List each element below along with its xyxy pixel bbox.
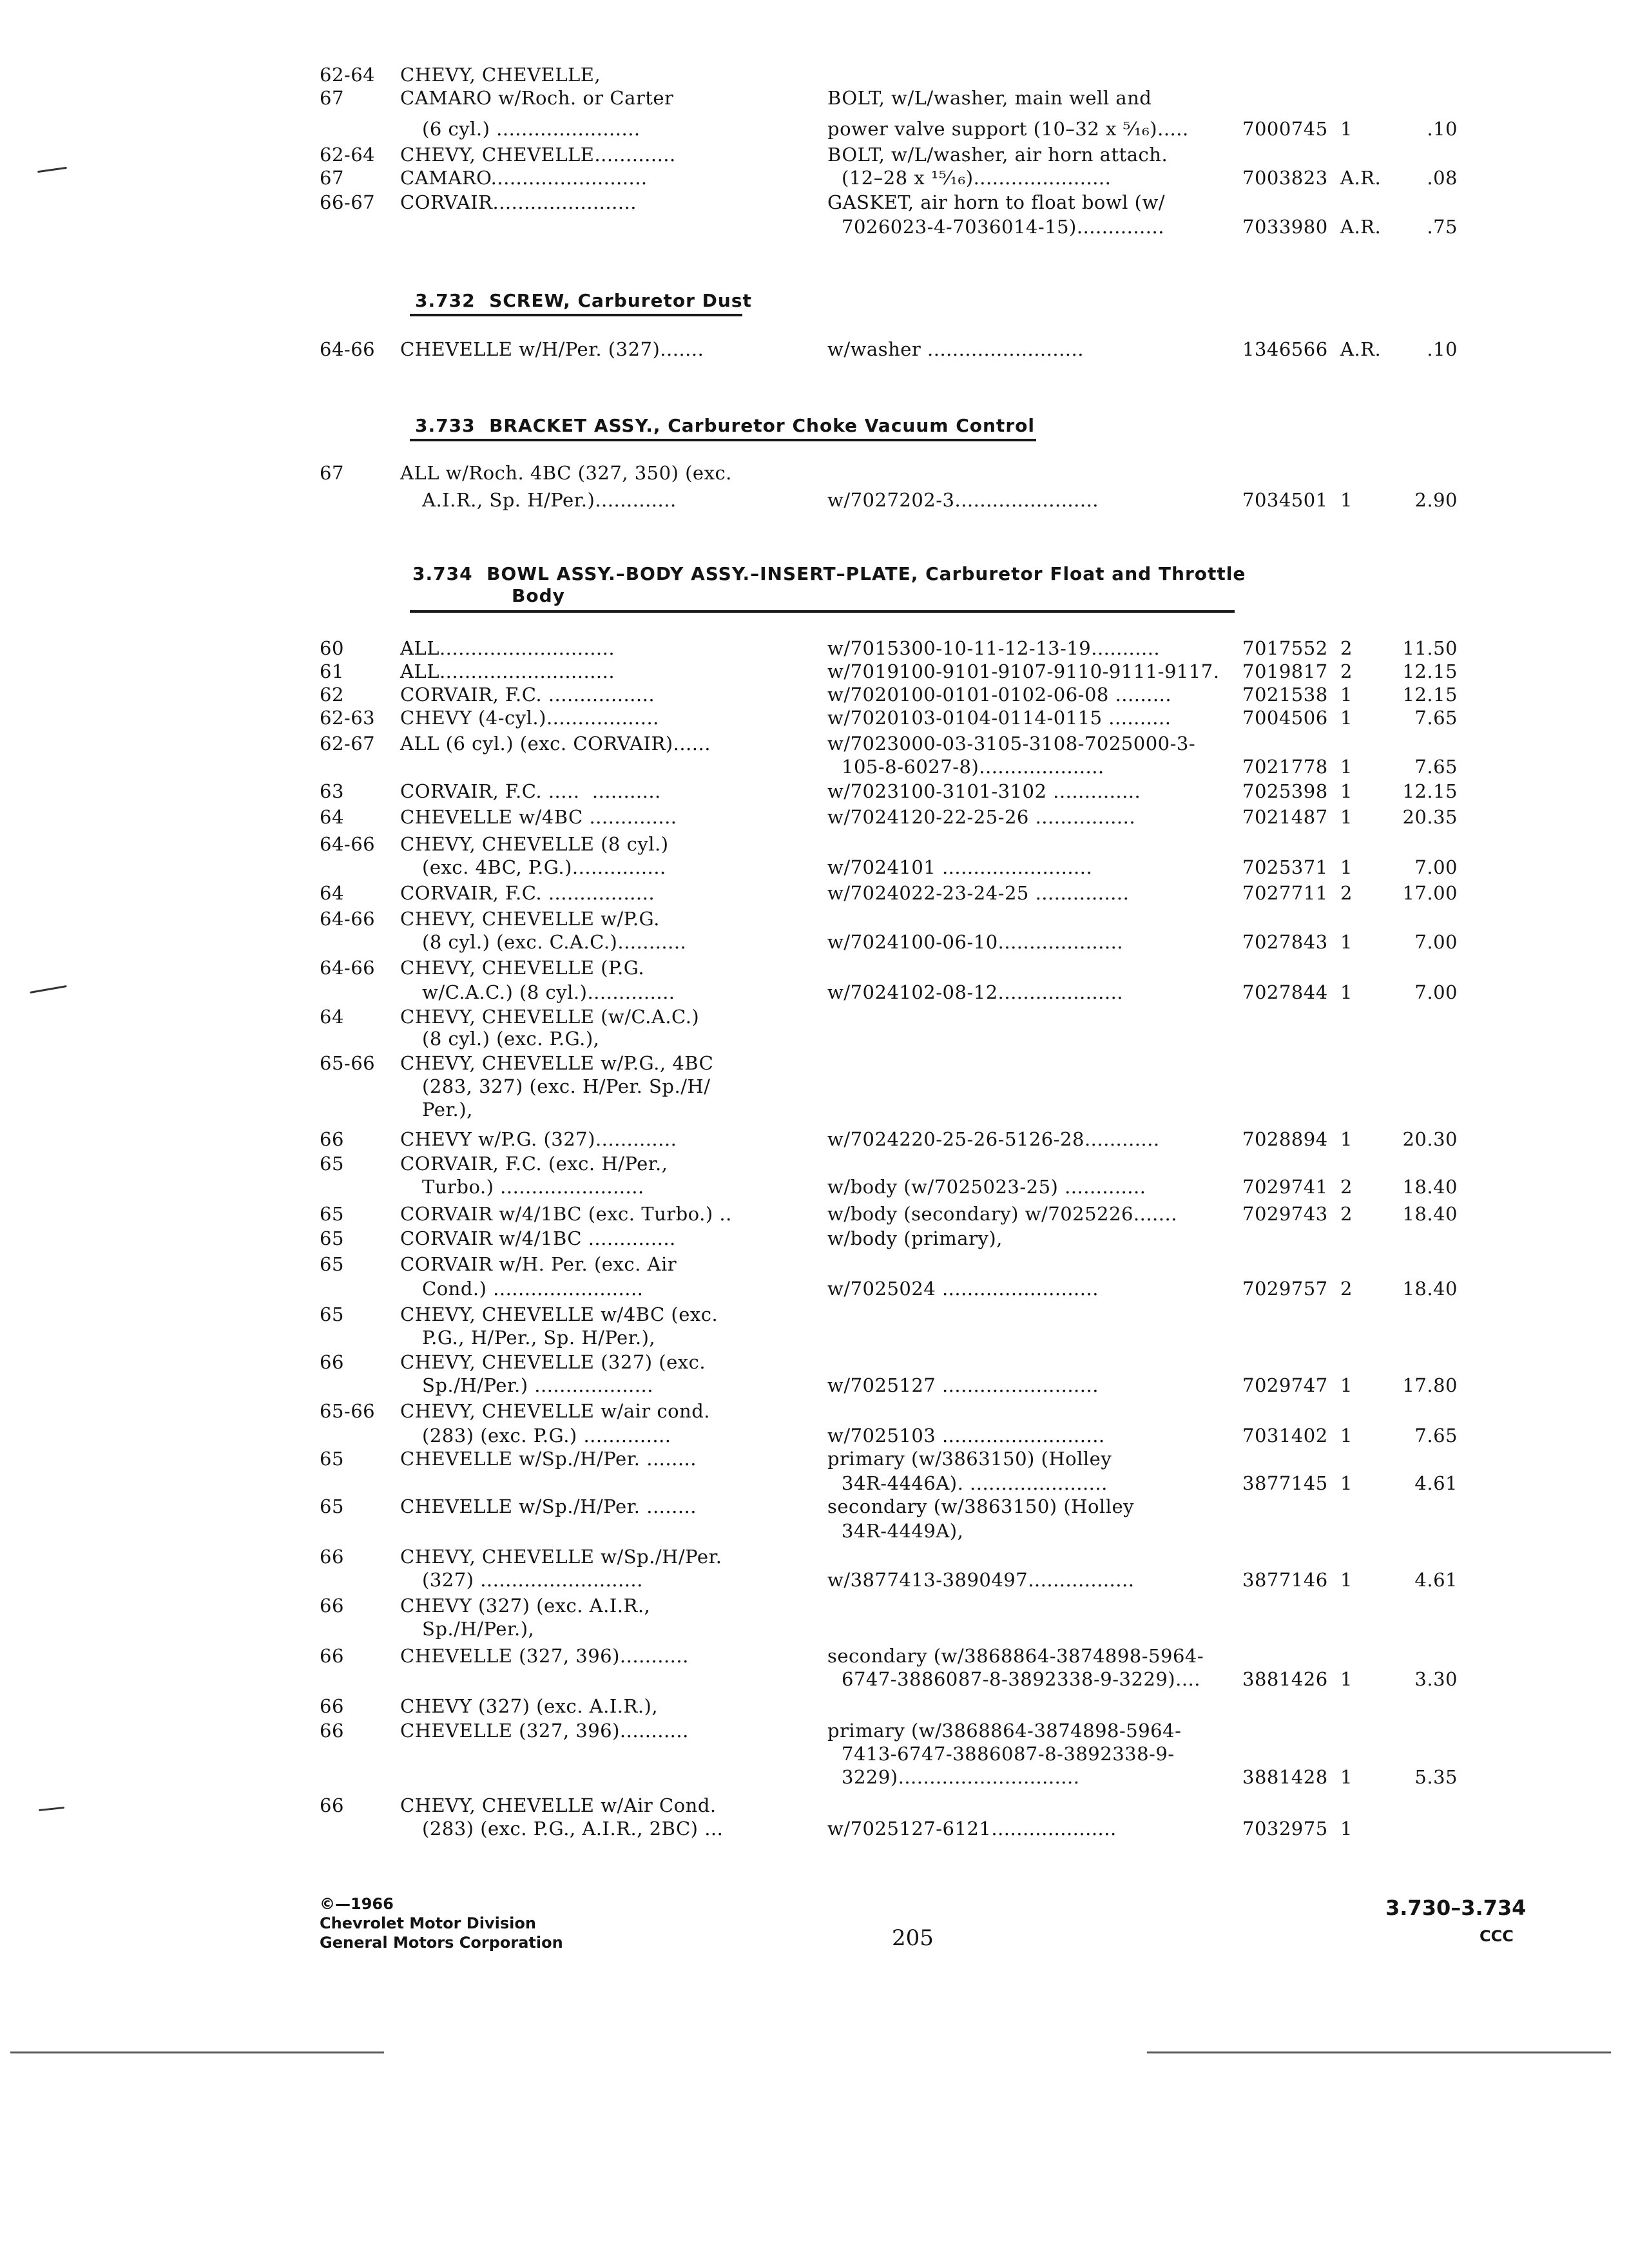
row-application: CHEVY, CHEVELLE.............: [400, 144, 676, 166]
row-price: 3.30: [1414, 1668, 1458, 1690]
row-application: ALL w/Roch. 4BC (327, 350) (exc.: [400, 462, 732, 484]
row-year: 66: [320, 1695, 344, 1717]
row-year: 66: [320, 1794, 344, 1816]
row-application: CHEVY, CHEVELLE (w/C.A.C.): [400, 1006, 700, 1028]
row-part-number: 7017552: [1242, 637, 1328, 659]
row-part-number: 7021778: [1242, 756, 1328, 778]
row-quantity: 1: [1340, 707, 1353, 729]
row-part-number: 7004506: [1242, 707, 1328, 729]
section-rule-3732: [410, 314, 742, 316]
row-part-number: 7033980: [1242, 216, 1328, 238]
row-application: CORVAIR w/H. Per. (exc. Air: [400, 1253, 677, 1275]
row-description: w/7024100-06-10....................: [827, 931, 1124, 953]
row-description: 105-8-6027-8)....................: [842, 756, 1104, 778]
row-year: 64-66: [320, 338, 376, 360]
row-part-number: 7021538: [1242, 684, 1328, 706]
row-price: 12.15: [1402, 660, 1458, 682]
row-quantity: 1: [1340, 489, 1353, 511]
row-year: 64: [320, 1006, 344, 1028]
row-application: (283) (exc. P.G., A.I.R., 2BC) ...: [422, 1818, 724, 1840]
margin-mark: [30, 985, 67, 994]
row-price: 7.65: [1414, 1425, 1458, 1446]
row-quantity: 2: [1340, 660, 1353, 682]
row-year: 66: [320, 1645, 344, 1667]
row-application: A.I.R., Sp. H/Per.).............: [422, 489, 677, 511]
row-application: CHEVY, CHEVELLE w/P.G.: [400, 908, 660, 930]
row-application: CHEVELLE (327, 396)...........: [400, 1645, 689, 1667]
row-description: primary (w/3868864-3874898-5964-: [827, 1720, 1182, 1742]
row-description: secondary (w/3863150) (Holley: [827, 1495, 1134, 1517]
row-application: ALL (6 cyl.) (exc. CORVAIR)......: [400, 733, 711, 754]
row-year: 66: [320, 1720, 344, 1742]
row-price: 20.30: [1402, 1128, 1458, 1150]
row-description: 34R-4449A),: [842, 1520, 964, 1542]
row-quantity: 1: [1340, 684, 1353, 706]
row-price: 4.61: [1414, 1472, 1458, 1494]
row-application: CAMARO.........................: [400, 167, 648, 189]
row-application: CORVAIR, F.C. ..... ...........: [400, 780, 661, 802]
row-price: 4.61: [1414, 1569, 1458, 1591]
row-application: Per.),: [422, 1099, 473, 1120]
row-description: 3229).............................: [842, 1766, 1080, 1788]
row-year: 65: [320, 1448, 344, 1470]
row-description: w/7025024 .........................: [827, 1278, 1099, 1300]
row-description: w/7024101 ........................: [827, 856, 1093, 878]
row-application: CHEVY, CHEVELLE w/P.G., 4BC: [400, 1052, 714, 1074]
catalog-code: CCC: [1480, 1927, 1514, 1945]
row-part-number: 7025371: [1242, 856, 1328, 878]
row-quantity: A.R.: [1340, 167, 1382, 189]
row-year: 64: [320, 882, 344, 904]
row-application: CORVAIR, F.C. (exc. H/Per.,: [400, 1153, 668, 1175]
row-description: BOLT, w/L/washer, air horn attach.: [827, 144, 1168, 166]
row-application: CAMARO w/Roch. or Carter: [400, 87, 674, 109]
row-application: Cond.) ........................: [422, 1278, 644, 1300]
row-application: CHEVELLE w/H/Per. (327).......: [400, 338, 704, 360]
row-description: w/7019100-9101-9107-9110-9111-9117.: [827, 660, 1220, 682]
row-application: (8 cyl.) (exc. C.A.C.)...........: [422, 931, 687, 953]
row-description: w/7024120-22-25-26 ................: [827, 806, 1136, 828]
row-year: 65-66: [320, 1400, 376, 1422]
row-application: CORVAIR, F.C. .................: [400, 882, 655, 904]
row-description: secondary (w/3868864-3874898-5964-: [827, 1645, 1204, 1667]
section-rule-3734: [410, 610, 1235, 613]
row-part-number: 7034501: [1242, 489, 1328, 511]
row-quantity: 1: [1340, 856, 1353, 878]
row-description: (12–28 x ¹⁵⁄₁₆)......................: [842, 167, 1112, 189]
row-quantity: 2: [1340, 637, 1353, 659]
row-description: w/washer .........................: [827, 338, 1084, 360]
row-quantity: 2: [1340, 1176, 1353, 1198]
row-application: CORVAIR.......................: [400, 191, 637, 213]
row-description: w/7020103-0104-0114-0115 ..........: [827, 707, 1171, 729]
row-application: CHEVY, CHEVELLE w/air cond.: [400, 1400, 710, 1422]
row-year: 65: [320, 1253, 344, 1275]
row-application: CORVAIR, F.C. .................: [400, 684, 655, 706]
row-quantity: 1: [1340, 1425, 1353, 1446]
row-application: CHEVY, CHEVELLE (P.G.: [400, 957, 645, 979]
section-heading-3732: 3.732 SCREW, Carburetor Dust: [415, 290, 752, 311]
row-application: Turbo.) .......................: [422, 1176, 644, 1198]
row-part-number: 7029743: [1242, 1203, 1328, 1225]
row-year: 66: [320, 1595, 344, 1617]
row-price: 7.65: [1414, 756, 1458, 778]
row-year: 67: [320, 167, 344, 189]
row-description: w/7025103 ..........................: [827, 1425, 1105, 1446]
row-year: 65: [320, 1203, 344, 1225]
row-year: 65: [320, 1495, 344, 1517]
row-price: 7.00: [1414, 856, 1458, 878]
row-part-number: 7027843: [1242, 931, 1328, 953]
row-quantity: 1: [1340, 118, 1353, 140]
row-description: w/7025127 .........................: [827, 1374, 1099, 1396]
row-year: 62-67: [320, 733, 376, 754]
row-description: w/7020100-0101-0102-06-08 .........: [827, 684, 1172, 706]
section-heading-3734-cont: Body: [512, 585, 565, 606]
row-price: 18.40: [1402, 1176, 1458, 1198]
row-application: (327) ..........................: [422, 1569, 643, 1591]
row-year: 65-66: [320, 1052, 376, 1074]
row-application: Sp./H/Per.) ...................: [422, 1374, 653, 1396]
row-quantity: 2: [1340, 1278, 1353, 1300]
row-year: 61: [320, 660, 344, 682]
page-number: 205: [892, 1925, 934, 1951]
row-application: w/C.A.C.) (8 cyl.)..............: [422, 981, 675, 1003]
row-year: 64: [320, 806, 344, 828]
row-year: 67: [320, 462, 344, 484]
row-application: CHEVELLE w/Sp./H/Per. ........: [400, 1495, 697, 1517]
row-price: 20.35: [1402, 806, 1458, 828]
row-year: 66: [320, 1546, 344, 1568]
row-price: 17.80: [1402, 1374, 1458, 1396]
row-quantity: 1: [1340, 756, 1353, 778]
row-price: 12.15: [1402, 780, 1458, 802]
row-quantity: 1: [1340, 1569, 1353, 1591]
row-application: P.G., H/Per., Sp. H/Per.),: [422, 1327, 656, 1349]
row-application: Sp./H/Per.),: [422, 1618, 535, 1640]
row-price: .10: [1427, 118, 1458, 140]
row-application: CHEVY, CHEVELLE (327) (exc.: [400, 1351, 706, 1373]
row-application: CHEVY, CHEVELLE w/Air Cond.: [400, 1794, 717, 1816]
row-application: CHEVY (327) (exc. A.I.R.),: [400, 1695, 659, 1717]
row-part-number: 3881428: [1242, 1766, 1328, 1788]
row-description: power valve support (10–32 x ⁵⁄₁₆).....: [827, 118, 1189, 140]
row-application: CHEVY, CHEVELLE,: [400, 64, 601, 86]
section-heading-3734: 3.734 BOWL ASSY.–BODY ASSY.–INSERT–PLATE, Carburetor Float and Throttle: [412, 563, 1246, 584]
row-application: CHEVELLE (327, 396)...........: [400, 1720, 689, 1742]
row-quantity: 1: [1340, 1818, 1353, 1840]
row-quantity: 2: [1340, 882, 1353, 904]
row-part-number: 7027711: [1242, 882, 1328, 904]
row-year: 64-66: [320, 908, 376, 930]
row-description: w/body (w/7025023-25) .............: [827, 1176, 1146, 1198]
row-part-number: 1346566: [1242, 338, 1328, 360]
row-quantity: 1: [1340, 981, 1353, 1003]
row-quantity: 2: [1340, 1203, 1353, 1225]
row-quantity: 1: [1340, 931, 1353, 953]
row-part-number: 7003823: [1242, 167, 1328, 189]
row-part-number: 7031402: [1242, 1425, 1328, 1446]
row-price: 7.00: [1414, 981, 1458, 1003]
row-price: 11.50: [1402, 637, 1458, 659]
row-application: ALL............................: [400, 660, 615, 682]
row-description: primary (w/3863150) (Holley: [827, 1448, 1112, 1470]
row-price: .10: [1427, 338, 1458, 360]
row-description: w/7027202-3.......................: [827, 489, 1099, 511]
row-quantity: 1: [1340, 1472, 1353, 1494]
row-year: 60: [320, 637, 344, 659]
row-description: 34R-4446A). ......................: [842, 1472, 1108, 1494]
row-year: 62-64: [320, 144, 376, 166]
row-description: 7413-6747-3886087-8-3892338-9-: [842, 1743, 1175, 1765]
row-part-number: 7029757: [1242, 1278, 1328, 1300]
row-application: CHEVY (4-cyl.)..................: [400, 707, 659, 729]
row-application: CHEVELLE w/4BC ..............: [400, 806, 677, 828]
row-description: w/3877413-3890497.................: [827, 1569, 1135, 1591]
row-year: 65: [320, 1303, 344, 1325]
row-application: CHEVY (327) (exc. A.I.R.,: [400, 1595, 651, 1617]
row-description: GASKET, air horn to float bowl (w/: [827, 191, 1166, 213]
row-year: 64-66: [320, 833, 376, 855]
row-description: w/7024220-25-26-5126-28............: [827, 1128, 1160, 1150]
row-description: w/7024022-23-24-25 ...............: [827, 882, 1130, 904]
row-part-number: 7021487: [1242, 806, 1328, 828]
row-quantity: 1: [1340, 806, 1353, 828]
row-part-number: 7029741: [1242, 1176, 1328, 1198]
row-year: 62: [320, 684, 344, 706]
row-year: 66-67: [320, 191, 376, 213]
row-price: 2.90: [1414, 489, 1458, 511]
row-application: CHEVY w/P.G. (327).............: [400, 1128, 677, 1150]
row-description: w/7023000-03-3105-3108-7025000-3-: [827, 733, 1196, 754]
margin-mark: [37, 167, 67, 173]
page-bottom-rule: [10, 2052, 384, 2053]
section-heading-3733: 3.733 BRACKET ASSY., Carburetor Choke Vacuum Control: [415, 415, 1035, 436]
row-quantity: 1: [1340, 1128, 1353, 1150]
row-part-number: 7028894: [1242, 1128, 1328, 1150]
row-application: CHEVELLE w/Sp./H/Per. ........: [400, 1448, 697, 1470]
row-quantity: A.R.: [1340, 338, 1382, 360]
row-year: 65: [320, 1153, 344, 1175]
row-part-number: 7029747: [1242, 1374, 1328, 1396]
division-name: Chevrolet Motor Division: [320, 1914, 536, 1932]
row-description: w/7024102-08-12....................: [827, 981, 1124, 1003]
row-part-number: 7019817: [1242, 660, 1328, 682]
row-application: (6 cyl.) .......................: [422, 118, 641, 140]
row-price: .08: [1427, 167, 1458, 189]
row-description: w/7023100-3101-3102 ..............: [827, 780, 1141, 802]
row-application: (283) (exc. P.G.) ..............: [422, 1425, 671, 1446]
row-year: 62-63: [320, 707, 376, 729]
row-price: 18.40: [1402, 1203, 1458, 1225]
row-description: w/body (primary),: [827, 1227, 1003, 1249]
row-quantity: A.R.: [1340, 216, 1382, 238]
row-part-number: 3877146: [1242, 1569, 1328, 1591]
row-application: CHEVY, CHEVELLE w/Sp./H/Per.: [400, 1546, 722, 1568]
row-part-number: 3881426: [1242, 1668, 1328, 1690]
section-range: 3.730–3.734: [1385, 1896, 1527, 1920]
row-part-number: 7032975: [1242, 1818, 1328, 1840]
copyright-line: ©—1966: [320, 1895, 394, 1913]
row-description: 6747-3886087-8-3892338-9-3229)....: [842, 1668, 1200, 1690]
row-year: 63: [320, 780, 344, 802]
row-year: 67: [320, 87, 344, 109]
row-price: 7.00: [1414, 931, 1458, 953]
row-price: 7.65: [1414, 707, 1458, 729]
row-description: w/7025127-6121....................: [827, 1818, 1117, 1840]
row-description: w/body (secondary) w/7025226.......: [827, 1203, 1177, 1225]
row-part-number: 7027844: [1242, 981, 1328, 1003]
row-application: (8 cyl.) (exc. P.G.),: [422, 1028, 600, 1050]
row-year: 65: [320, 1227, 344, 1249]
page-bottom-rule: [1147, 2052, 1611, 2053]
row-year: 66: [320, 1351, 344, 1373]
row-quantity: 1: [1340, 1668, 1353, 1690]
row-application: CORVAIR w/4/1BC ..............: [400, 1227, 676, 1249]
row-price: 12.15: [1402, 684, 1458, 706]
row-price: 17.00: [1402, 882, 1458, 904]
row-price: 18.40: [1402, 1278, 1458, 1300]
corporation-name: General Motors Corporation: [320, 1934, 563, 1952]
row-application: CORVAIR w/4/1BC (exc. Turbo.) ..: [400, 1203, 732, 1225]
row-application: (exc. 4BC, P.G.)...............: [422, 856, 666, 878]
row-year: 62-64: [320, 64, 376, 86]
row-quantity: 1: [1340, 1374, 1353, 1396]
margin-mark: [39, 1807, 64, 1811]
row-part-number: 7000745: [1242, 118, 1328, 140]
row-description: BOLT, w/L/washer, main well and: [827, 87, 1152, 109]
row-price: 5.35: [1414, 1766, 1458, 1788]
row-application: (283, 327) (exc. H/Per. Sp./H/: [422, 1075, 711, 1097]
row-description: w/7015300-10-11-12-13-19...........: [827, 637, 1161, 659]
row-quantity: 1: [1340, 1766, 1353, 1788]
row-application: CHEVY, CHEVELLE (8 cyl.): [400, 833, 669, 855]
row-price: .75: [1427, 216, 1458, 238]
row-year: 66: [320, 1128, 344, 1150]
row-part-number: 3877145: [1242, 1472, 1328, 1494]
row-description: 7026023-4-7036014-15)..............: [842, 216, 1164, 238]
row-part-number: 7025398: [1242, 780, 1328, 802]
row-application: ALL............................: [400, 637, 615, 659]
row-application: CHEVY, CHEVELLE w/4BC (exc.: [400, 1303, 718, 1325]
section-rule-3733: [410, 439, 1036, 441]
row-year: 64-66: [320, 957, 376, 979]
row-quantity: 1: [1340, 780, 1353, 802]
